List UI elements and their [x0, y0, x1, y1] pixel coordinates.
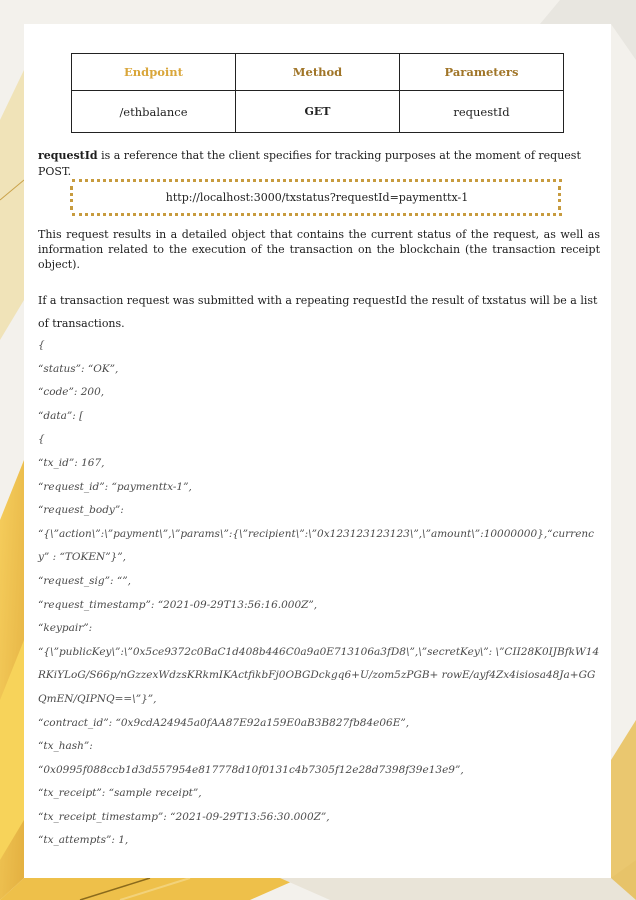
code-line-request-body: “{\”action\”:\”payment\”,\”params\”:{\”recipient\”:\”0x123123123123\”,\”amount\”:10000000},“currency” : “TOKEN”}”, — [38, 527, 595, 564]
intro-paragraph — [38, 148, 600, 180]
response-code-block — [38, 334, 600, 853]
code-line: “tx_receipt_timestamp”: “2021-09-29T13:56:30.000Z”, — [38, 810, 330, 823]
code-line: “0x0995f088ccb1d3d557954e817778d10f0131c4b7305f12e28d7398f39e13e9”, — [38, 763, 464, 776]
request-url: http://localhost:3000/txstatus?requestId=paymenttx-1 — [165, 191, 469, 204]
result-description: This request results in a detailed object that contains the current status of the request, as well as information related to the execution of the transaction on the blockchain (the transaction receipt object). — [38, 228, 600, 271]
code-line: { — [38, 433, 45, 446]
code-line: “contract_id”: “0x9cdA24945a0fAA87E92a159E0aB3B827fb84e06E”, — [38, 716, 410, 729]
code-line: “tx_hash”: — [38, 740, 93, 753]
code-line: { — [38, 339, 45, 351]
code-line: “request_timestamp”: “2021-09-29T13:56:16.000Z”, — [38, 598, 318, 611]
table-row — [72, 91, 564, 133]
code-line: “keypair”: — [38, 622, 93, 635]
header-method: Method — [236, 54, 400, 91]
code-line: “tx_attempts”: 1, — [38, 834, 129, 847]
code-line: “request_sig”: “”, — [38, 574, 131, 587]
repeat-request-note: If a transaction request was submitted with a repeating requestId the result of txstatus will be a list of transactions. — [38, 294, 598, 330]
url-box — [72, 179, 562, 216]
cell-method: GET — [236, 91, 400, 133]
cell-endpoint: /ethbalance — [72, 91, 236, 133]
code-line: “status”: “OK”, — [38, 362, 119, 375]
intro-term: requestId — [38, 149, 98, 162]
cell-parameters: requestId — [400, 91, 564, 133]
endpoint-table — [71, 53, 564, 133]
intro-text: is a reference that the client specifies for tracking purposes at the moment of request POST. — [38, 149, 581, 178]
header-parameters: Parameters — [400, 54, 564, 91]
code-line: “data”: [ — [38, 409, 84, 422]
code-line: “request_id”: “paymenttx-1”, — [38, 480, 192, 493]
table-header-row — [72, 54, 564, 91]
code-line: “tx_id”: 167, — [38, 456, 105, 469]
code-line: “code”: 200, — [38, 386, 105, 399]
code-line: “request_body”: — [38, 504, 124, 517]
code-line-keypair: “{\”publicKey\”:\”0x5ce9372c0BaC1d408b446C0a9a0E713106a3fD8\”,\”secretKey\”: \”CII28K0IJBfkW14RKiYLoG/S66p/nGzzexWdzsKRkmIKActfikbFj0OBGDckgq6+U/zom5zPGB+ rowE/ayf4Zx4isiosa48Ja+GGQmEN/QIPNQ==\”}”, — [38, 645, 600, 705]
header-endpoint: Endpoint — [72, 54, 236, 91]
code-line: “tx_receipt”: “sample receipt”, — [38, 787, 202, 800]
document-page — [24, 24, 611, 878]
